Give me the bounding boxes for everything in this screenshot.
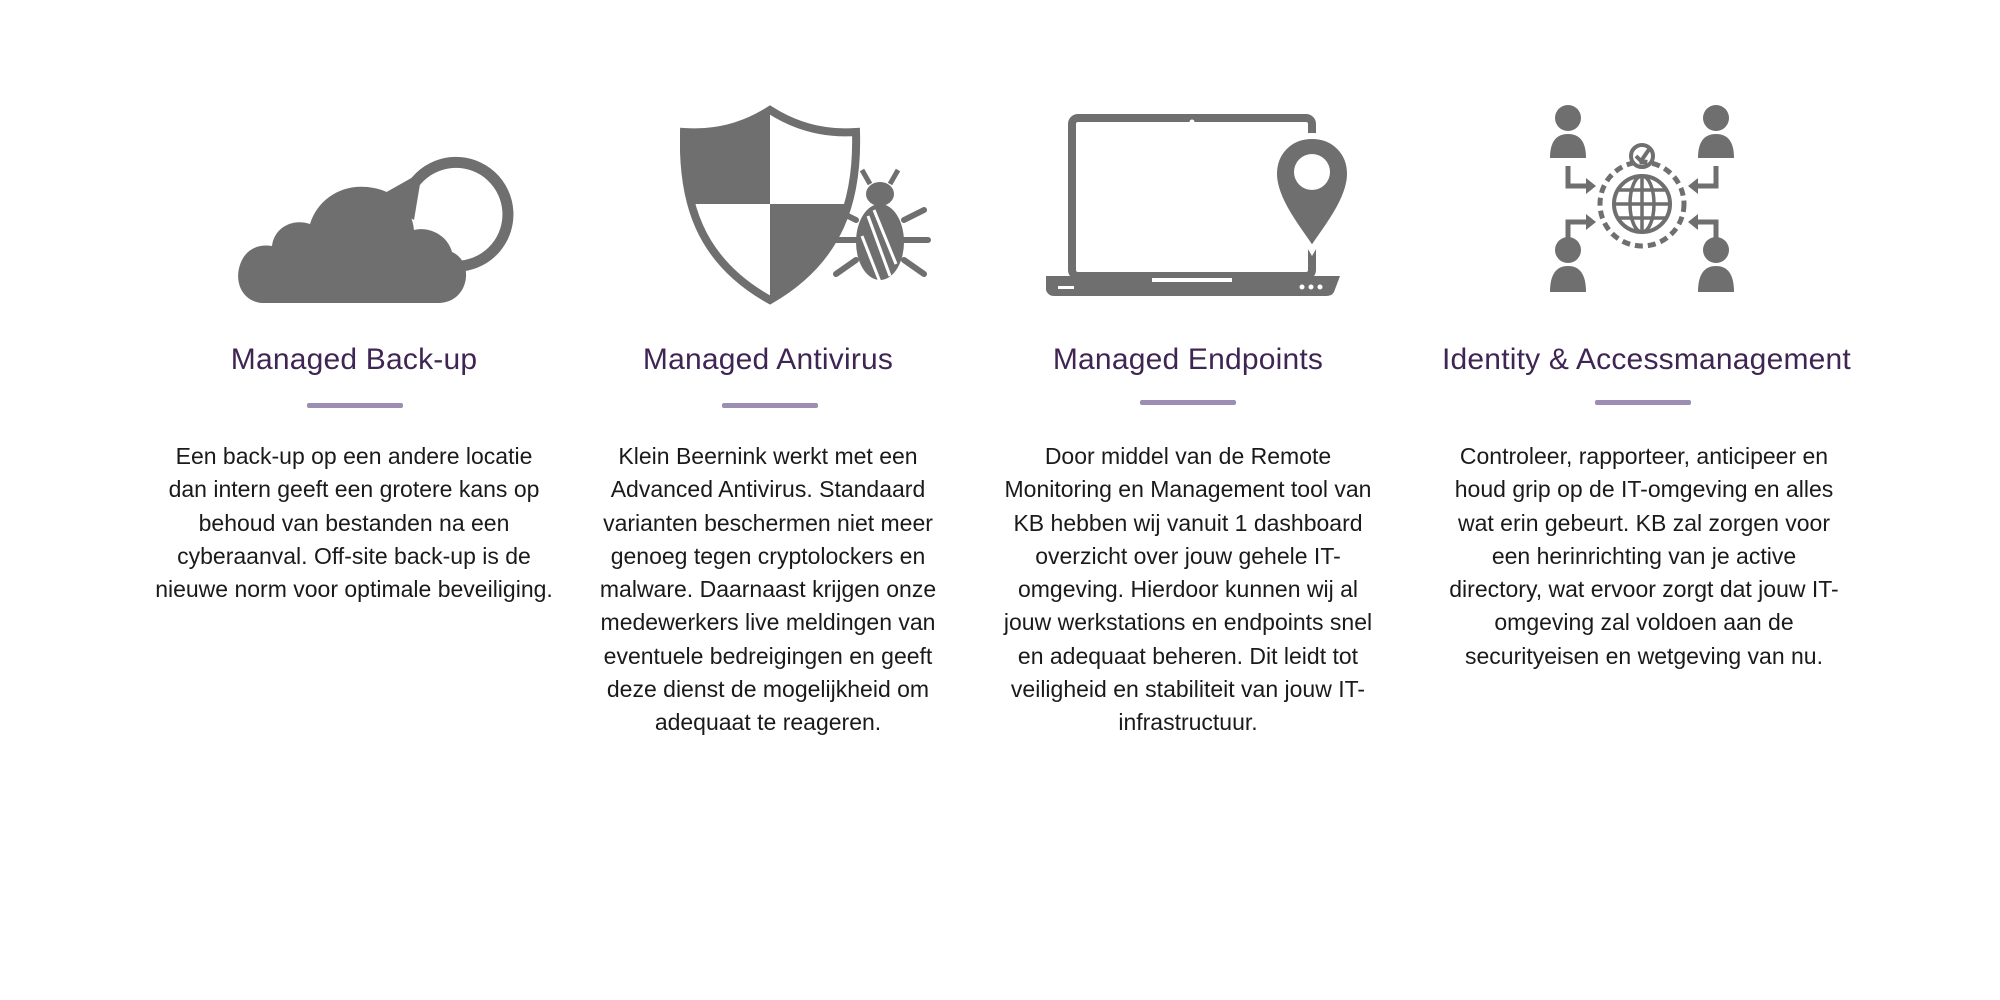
title-divider xyxy=(722,403,818,408)
cloud-backup-icon xyxy=(154,100,554,310)
title-divider xyxy=(307,403,403,408)
laptop-location-icon xyxy=(988,100,1388,310)
service-description: Klein Beernink werkt met een Advanced Antivirus. Standaard varianten beschermen niet meer genoeg tegen cryptolockers en malware. Daarnaast krijgen onze medewerkers live meldingen van eventuele bedreigingen en geeft deze dienst de mogelijkheid om adequaat te reageren. xyxy=(599,443,937,736)
identity-network-icon xyxy=(1442,100,1842,310)
shield-bug-icon xyxy=(568,100,968,310)
user-icon xyxy=(1550,105,1586,158)
service-title: Identity & Accessmanagement xyxy=(1442,343,1851,376)
service-description: Controleer, rapporteer, anticipeer en houd grip op de IT-omgeving en alles wat erin gebeurt. KB zal zorgen voor een herinrichting van je active directory, wat ervoor zorgt dat jouw IT-omgeving zal voldoen aan de securityeisen en wetgeving van nu. xyxy=(1449,443,1839,669)
service-title: Managed Endpoints xyxy=(1052,343,1324,376)
service-title: Managed Back-up xyxy=(230,343,478,376)
service-description: Een back-up op een andere locatie dan intern geeft een grotere kans op behoud van bestanden na een cyberaanval. Off-site back-up is de nieuwe norm voor optimale beveiliging. xyxy=(155,443,553,603)
service-title: Managed Antivirus xyxy=(642,343,894,376)
service-description: Door middel van de Remote Monitoring en Management tool van KB hebben wij vanuit 1 dashboard overzicht over jouw gehele IT-omgeving. Hierdoor kunnen wij al jouw werkstations en endpoints snel en adequaat beheren. Dit leidt tot veiligheid en stabiliteit van jouw IT-infrastructuur. xyxy=(1003,443,1373,736)
title-divider xyxy=(1595,400,1691,405)
title-divider xyxy=(1140,400,1236,405)
